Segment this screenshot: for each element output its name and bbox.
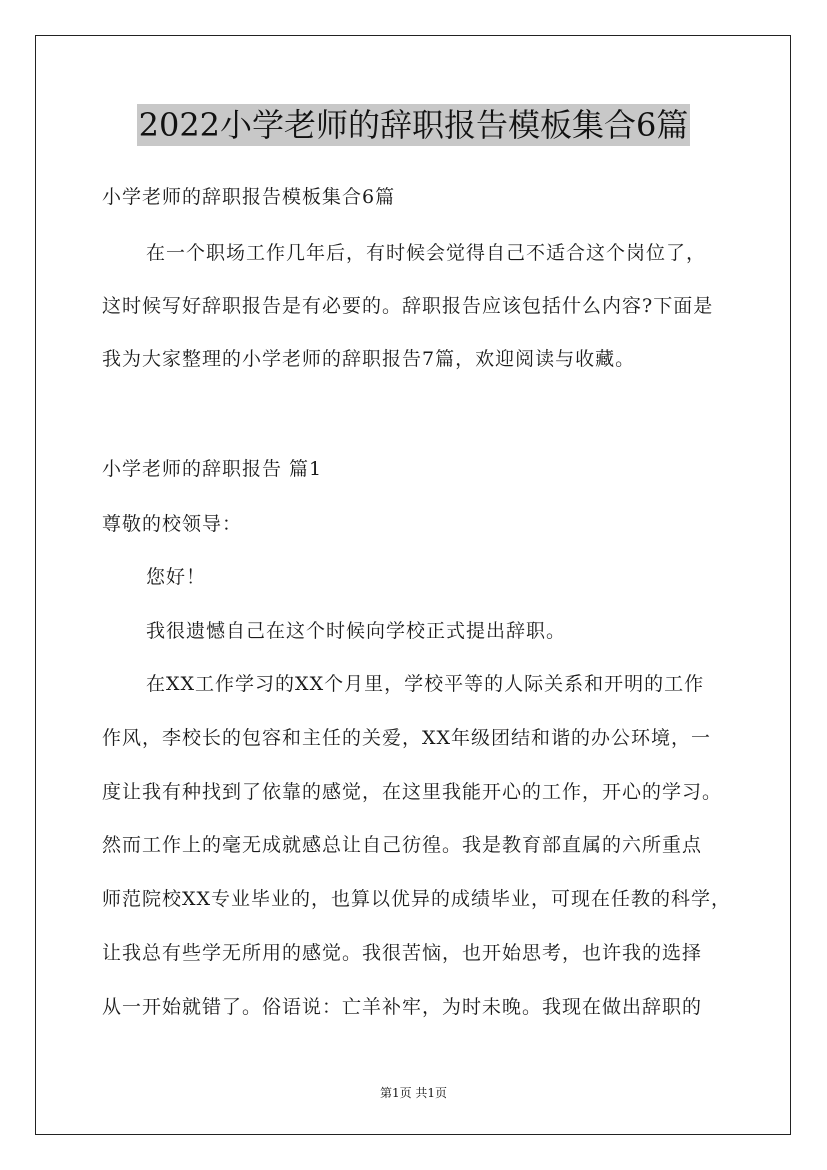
paragraph-2-line-2: 作风，李校长的包容和主任的关爱，XX年级团结和谐的办公环境，一 — [102, 727, 712, 749]
intro-line-3: 我为大家整理的小学老师的辞职报告7篇，欢迎阅读与收藏。 — [102, 348, 636, 370]
paragraph-2-line-5: 师范院校XX专业毕业的，也算以优异的成绩毕业，可现在任教的科学， — [102, 888, 732, 910]
paragraph-2-line-1: 在XX工作学习的XX个月里，学校平等的人际关系和开明的工作 — [146, 673, 705, 695]
paragraph-1: 我很遗憾自己在这个时候向学校正式提出辞职。 — [146, 620, 567, 642]
subtitle: 小学老师的辞职报告模板集合6篇 — [102, 186, 396, 208]
paragraph-2-line-7: 从一开始就错了。俗语说：亡羊补牢，为时未晚。我现在做出辞职的 — [102, 996, 703, 1018]
intro-line-1: 在一个职场工作几年后，有时候会觉得自己不适合这个岗位了， — [146, 242, 707, 264]
paragraph-2-line-3: 度让我有种找到了依靠的感觉，在这里我能开心的工作，开心的学习。 — [102, 781, 723, 803]
intro-line-2: 这时候写好辞职报告是有必要的。辞职报告应该包括什么内容?下面是 — [102, 295, 714, 317]
paragraph-2-line-4: 然而工作上的毫无成就感总让自己彷徨。我是教育部直属的六所重点 — [102, 834, 703, 856]
salutation: 尊敬的校领导： — [102, 513, 243, 535]
paragraph-2-line-6: 让我总有些学无所用的感觉。我很苦恼，也开始思考，也许我的选择 — [102, 942, 703, 964]
section-heading: 小学老师的辞职报告 篇1 — [102, 458, 323, 480]
document-title: 2022小学老师的辞职报告模板集合6篇 — [138, 106, 689, 144]
page-footer: 第1页 共1页 — [379, 1086, 448, 1100]
greeting: 您好！ — [146, 566, 207, 588]
